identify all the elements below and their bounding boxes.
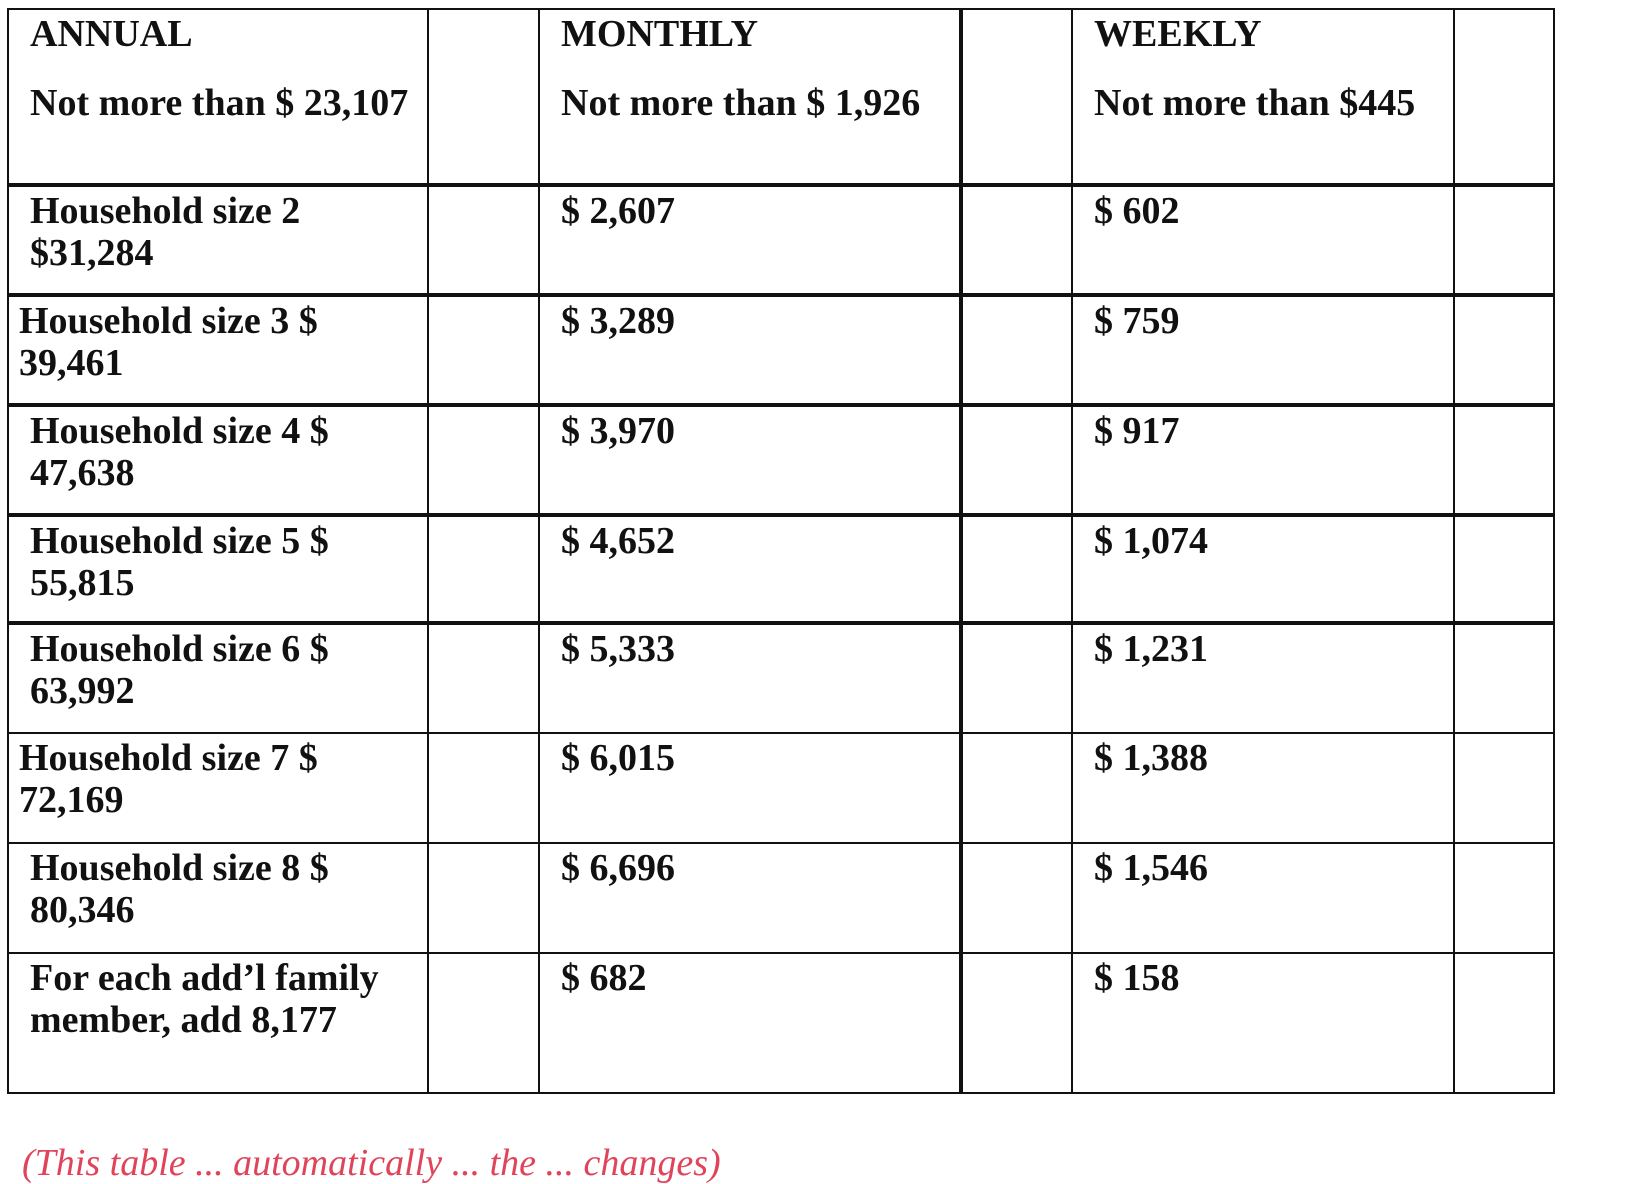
annual-cell: Household size 5 $ 55,815 — [30, 520, 329, 604]
weekly-cell: $ 1,388 — [1094, 737, 1208, 779]
header-row — [8, 9, 1554, 185]
table-row — [8, 185, 1554, 295]
annual-header-cell — [8, 9, 428, 185]
monthly-cell: $ 5,333 — [561, 628, 675, 670]
table-row — [8, 405, 1554, 515]
annual-cell: Household size 2 $31,284 — [30, 190, 301, 274]
footnote-text: (This table ... automatically ... the ... changes) — [22, 1142, 721, 1184]
monthly-header-label: MONTHLY — [561, 13, 759, 55]
table-row — [8, 515, 1554, 623]
monthly-cell: $ 3,970 — [561, 410, 675, 452]
weekly-cell: $ 917 — [1094, 410, 1180, 452]
table-row — [8, 623, 1554, 733]
table-row — [8, 843, 1554, 953]
weekly-header-value: Not more than $445 — [1094, 82, 1416, 124]
annual-cell: Household size 8 $ 80,346 — [30, 847, 329, 931]
annual-cell: For each add’l family member, add 8,177 — [30, 957, 379, 1041]
spacer-cell — [1454, 9, 1554, 185]
spacer-cell — [428, 9, 539, 185]
annual-cell: Household size 6 $ 63,992 — [30, 628, 329, 712]
table-row — [8, 295, 1554, 405]
monthly-cell: $ 682 — [561, 957, 647, 999]
monthly-header-value: Not more than $ 1,926 — [561, 82, 921, 124]
weekly-cell: $ 158 — [1094, 957, 1180, 999]
monthly-cell: $ 4,652 — [561, 520, 675, 562]
monthly-cell: $ 6,015 — [561, 737, 675, 779]
annual-header-value: Not more than $ 23,107 — [30, 82, 409, 124]
weekly-cell: $ 1,074 — [1094, 520, 1208, 562]
weekly-cell: $ 759 — [1094, 300, 1180, 342]
annual-cell: Household size 4 $ 47,638 — [30, 410, 329, 494]
monthly-header-cell — [539, 9, 961, 185]
weekly-cell: $ 1,231 — [1094, 628, 1208, 670]
table-row — [8, 953, 1554, 1093]
monthly-cell: $ 2,607 — [561, 190, 675, 232]
income-limits-table — [7, 8, 1555, 1094]
annual-cell: Household size 3 $ 39,461 — [19, 300, 318, 384]
weekly-cell: $ 602 — [1094, 190, 1180, 232]
table-row — [8, 733, 1554, 843]
weekly-header-label: WEEKLY — [1094, 13, 1262, 55]
annual-header-label: ANNUAL — [30, 13, 193, 55]
spacer-cell — [961, 9, 1072, 185]
monthly-cell: $ 6,696 — [561, 847, 675, 889]
weekly-header-cell — [1072, 9, 1454, 185]
annual-cell: Household size 7 $ 72,169 — [19, 737, 318, 821]
monthly-cell: $ 3,289 — [561, 300, 675, 342]
weekly-cell: $ 1,546 — [1094, 847, 1208, 889]
